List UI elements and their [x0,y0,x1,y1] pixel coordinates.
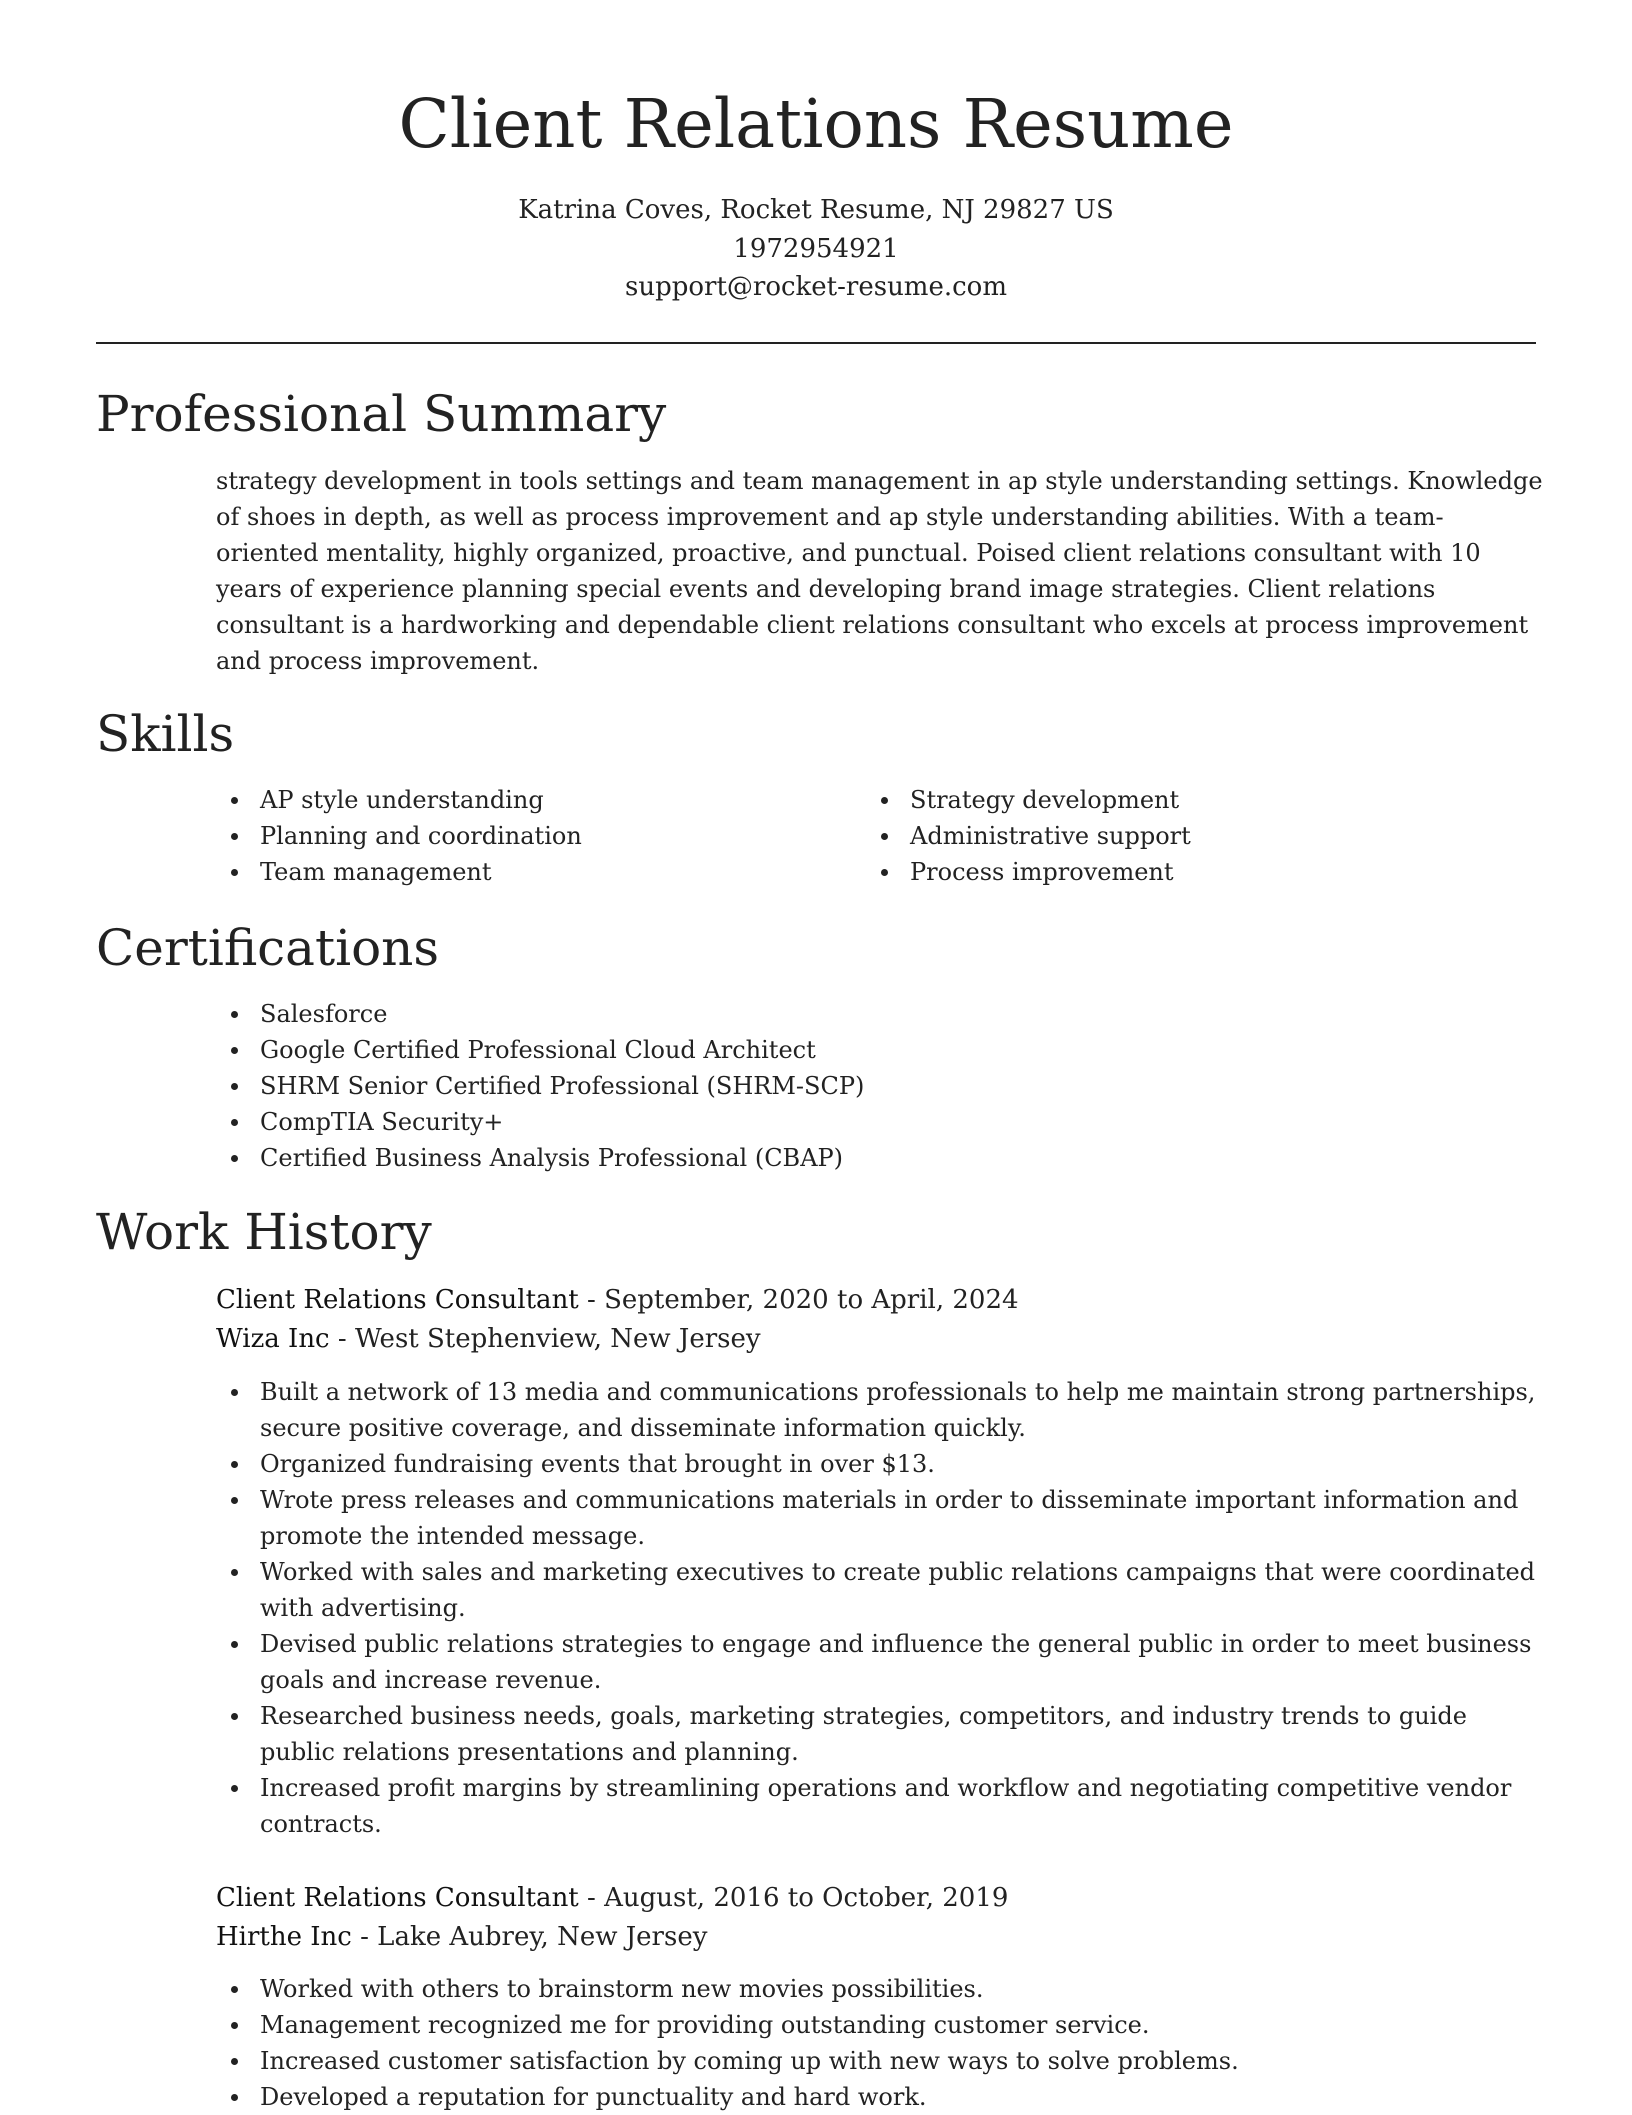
job-location: West Stephenview, New Jersey [354,1324,761,1354]
job-dates: August, 2016 to October, 2019 [604,1883,1009,1913]
job-bullet: Organized fundraising events that brought in over $13. [216,1446,1546,1482]
job-bullet: Researched business needs, goals, marketing strategies, competitors, and industry trends to guide public relations presentations and planning. [216,1698,1546,1770]
job-company: Wiza Inc [216,1324,330,1354]
certification-item: CompTIA Security+ [216,1104,1536,1140]
certification-item: Certified Business Analysis Professional (CBAP) [216,1140,1536,1176]
certification-item: Salesforce [216,996,1536,1032]
job-company-line: Wiza Inc - West Stephenview, New Jersey [216,1324,761,1354]
contact-address: Katrina Coves, Rocket Resume, NJ 29827 US [518,195,1114,225]
job-title-line: Client Relations Consultant - September, 2020 to April, 2024 [216,1285,1019,1315]
job-bullet: Developed a reputation for punctuality and hard work. [216,2079,1546,2115]
job-company-line: Hirthe Inc - Lake Aubrey, New Jersey [216,1922,708,1952]
job-bullets [216,1374,1546,1842]
job-bullet: Increased customer satisfaction by coming up with new ways to solve problems. [216,2043,1546,2079]
skills-list-right [866,782,1526,890]
skill-item: AP style understanding [216,782,836,818]
job-bullet: Management recognized me for providing outstanding customer service. [216,2007,1546,2043]
skill-item: Process improvement [866,854,1526,890]
certification-item: Google Certified Professional Cloud Architect [216,1032,1536,1068]
header-divider [96,342,1536,344]
section-title-work-history: Work History [96,1203,432,1261]
skill-item: Administrative support [866,818,1526,854]
certification-item: SHRM Senior Certified Professional (SHRM-SCP) [216,1068,1536,1104]
section-title-skills: Skills [96,705,235,763]
job-bullets [216,1971,1546,2115]
job-title-line: Client Relations Consultant - August, 2016 to October, 2019 [216,1883,1009,1913]
resume-title: Client Relations Resume [398,85,1234,163]
contact-phone: 1972954921 [733,233,899,264]
job-bullet: Worked with sales and marketing executives to create public relations campaigns that were coordinated with advertising. [216,1554,1546,1626]
certifications-list [216,996,1536,1176]
job-bullet: Increased profit margins by streamlining operations and workflow and negotiating competitive vendor contracts. [216,1770,1546,1842]
job-location: Lake Aubrey, New Jersey [377,1922,708,1952]
job-company: Hirthe Inc [216,1922,352,1952]
job-title: Client Relations Consultant [216,1285,579,1315]
job-bullet: Worked with others to brainstorm new movies possibilities. [216,1971,1546,2007]
job-bullet: Wrote press releases and communications materials in order to disseminate important information and promote the intended message. [216,1482,1546,1554]
summary-text: strategy development in tools settings and team management in ap style understanding settings. Knowledge of shoes in depth, as well as process improvement and ap style understanding abilities. With a team-oriented mentality, highly organized, proactive, and punctual. Poised client relations consultant with 10 years of experience planning special events and developing brand image strategies. Client relations consultant is a hardworking and dependable client relations consultant who excels at process improvement and process improvement. [216,467,1543,675]
job-bullet: Devised public relations strategies to engage and influence the general public in order to meet business goals and increase revenue. [216,1626,1546,1698]
skill-item: Team management [216,854,836,890]
skill-item: Planning and coordination [216,818,836,854]
section-title-certifications: Certifications [96,919,440,977]
job-title: Client Relations Consultant [216,1883,579,1913]
job-dates: September, 2020 to April, 2024 [604,1285,1019,1315]
section-title-summary: Professional Summary [96,385,667,443]
contact-email: support@rocket-resume.com [624,272,1007,302]
contact-block [0,191,1632,307]
skills-list-left [216,782,836,890]
job-bullet: Built a network of 13 media and communications professionals to help me maintain strong partnerships, secure positive coverage, and disseminate information quickly. [216,1374,1546,1446]
skill-item: Strategy development [866,782,1526,818]
